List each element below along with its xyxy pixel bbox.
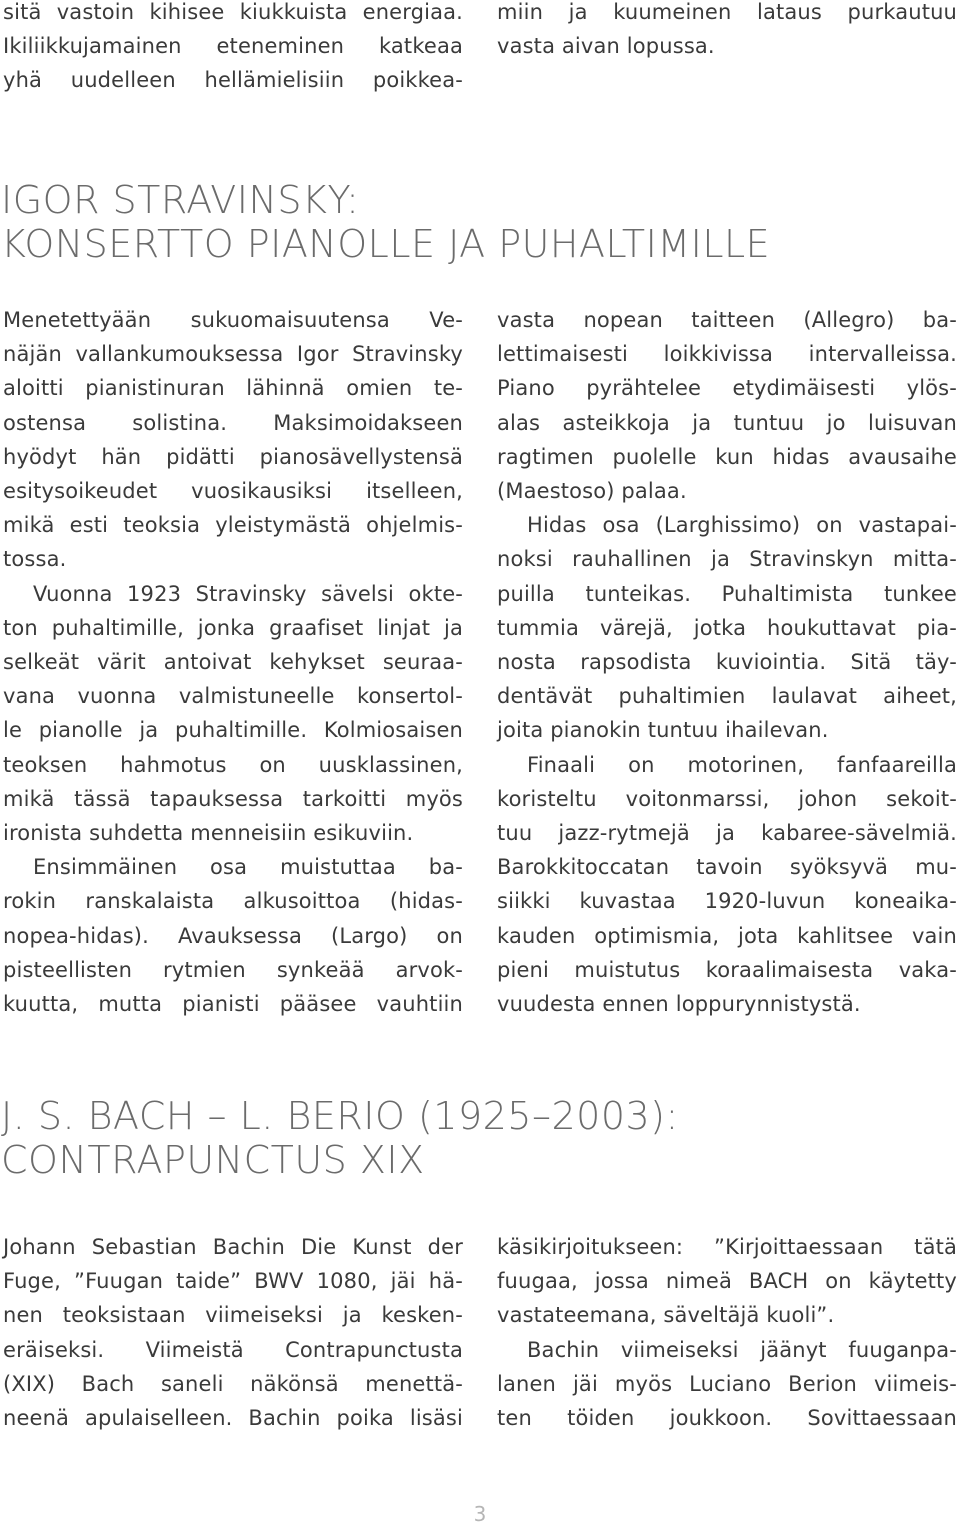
text-line: (XIX) Bach saneli näkönsä menettä- [3,1371,463,1396]
text-line: neenä apulaiselleen. Bachin poika lisäsi [3,1406,463,1431]
text-line: vuudesta ennen loppurynnistystä. [497,992,861,1017]
stravinsky-left-column [3,303,463,1021]
text-line: vastateemana, säveltäjä kuoli”. [497,1303,835,1328]
text-line: ragtimen puolelle kun hidas avausaihe [497,444,957,469]
text-line: mikä tässä tapauksessa tarkoitti myös [3,786,463,811]
text-line: nosta rapsodista kuviointia. Sitä täy- [497,650,957,675]
bach-berio-right-column [497,1230,957,1435]
page-number: 3 [473,1502,487,1526]
text-line: vana vuonna valmistuneelle konsertol- [3,684,463,709]
text-line: ironista suhdetta menneisiin esikuviin. [3,821,414,846]
text-line: kauden optimismia, jota kahlitsee vain [497,923,957,948]
text-line: Vuonna 1923 Stravinsky sävelsi okte- [33,581,463,606]
text-line: lanen jäi myös Luciano Berion viimeis- [497,1371,957,1396]
text-line: nopea-hidas). Avauksessa (Largo) on [3,923,463,948]
text-line: Bachin viimeiseksi jäänyt fuuganpa- [527,1337,957,1362]
text-line: aloitti pianistinuran lähinnä omien te- [3,376,463,401]
top-left-column [3,0,463,98]
text-line: mikä esti teoksia yleistymästä ohjelmis- [3,513,463,538]
text-line: käsikirjoitukseen: ”Kirjoittaessaan tätä [497,1235,957,1259]
text-line: yhä uudelleen hellämielisiin poikkea- [3,68,463,93]
section-heading-bach-berio [1,1094,679,1182]
text-line: vasta nopean taitteen (Allegro) ba- [497,308,957,332]
text-line: ton puhaltimille, jonka graafiset linjat ja [3,615,463,640]
bach-berio-left-column [3,1230,463,1435]
text-line: fuugaa, jossa nimeä BACH on käytetty [497,1269,957,1294]
text-line: tummia värejä, jotka houkuttavat pia- [497,615,957,640]
text-line: teoksen hahmotus on uusklassinen, [3,752,463,777]
text-line: Hidas osa (Larghissimo) on vastapai- [527,513,957,538]
text-line: (Maestoso) palaa. [497,479,687,504]
text-line: lettimaisesti loikkivissa intervalleissa. [497,342,957,367]
text-line: ostensa solistina. Maksimoidakseen [3,410,463,435]
text-line: siikki kuvastaa 1920-luvun koneaika- [497,889,957,914]
text-line: esitysoikeudet vuosikausiksi itselleen, [3,479,463,504]
text-line: sitä vastoin kihisee kiukkuista energiaa. [3,0,463,24]
text-line: ten töiden joukkoon. Sovittaessaan [497,1406,957,1431]
top-right-column [497,0,957,63]
text-line: alas asteikkoja ja tuntuu jo luisuvan [497,410,957,435]
text-line: eräiseksi. Viimeistä Contrapunctusta [3,1337,463,1362]
text-line: hyödyt hän pidätti pianosävellystensä [3,444,463,469]
text-line: kuutta, mutta pianisti pääsee vauhtiin [3,992,463,1017]
text-line: koristeltu voitonmarssi, johon sekoit- [497,786,957,811]
text-line: Finaali on motorinen, fanfaareilla [527,752,957,777]
text-line: Ikiliikkujamainen eteneminen katkeaa [3,34,463,59]
text-line: Barokkitoccatan tavoin syöksyvä mu- [497,855,957,880]
text-line: Johann Sebastian Bachin Die Kunst der [3,1235,463,1259]
heading-line: KONSERTTO PIANOLLE JA PUHALTIMILLE [1,222,771,266]
text-line: le pianolle ja puhaltimille. Kolmiosaisen [3,718,463,743]
text-line: näjän vallankumouksessa Igor Stravinsky [3,342,463,367]
text-line: tossa. [3,547,67,572]
text-line: nen teoksistaan viimeiseksi ja kesken- [3,1303,463,1328]
text-line: pisteellisten rytmien synkeää arvok- [3,957,463,982]
text-line: pieni muistutus koraalimaisesta vaka- [497,957,957,982]
text-line: puilla tunteikas. Puhaltimista tunkee [497,581,957,606]
heading-line: IGOR STRAVINSKY: [1,178,360,222]
heading-line: J. S. BACH – L. BERIO (1925–2003): [1,1094,679,1138]
section-heading-stravinsky [1,178,770,266]
text-line: dentävät puhaltimien laulavat aiheet, [497,684,957,709]
text-line: Piano pyrähtelee etydimäisesti ylös- [497,376,957,401]
text-line: vasta aivan lopussa. [497,34,715,59]
heading-line: CONTRAPUNCTUS XIX [1,1138,425,1182]
text-line: selkeät värit antoivat kehykset seuraa- [3,650,463,675]
text-line: rokin ranskalaista alkusoittoa (hidas- [3,889,463,914]
stravinsky-right-column [497,303,957,1021]
text-line: Fuge, ”Fuugan taide” BWV 1080, jäi hä- [3,1269,463,1294]
text-line: Menetettyään sukuomaisuutensa Ve- [3,308,463,332]
text-line: Ensimmäinen osa muistuttaa ba- [33,855,463,880]
text-line: miin ja kuumeinen lataus purkautuu [497,0,957,24]
text-line: joita pianokin tuntuu ihailevan. [497,718,829,743]
text-line: tuu jazz-rytmejä ja kabaree-sävelmiä. [497,821,957,846]
text-line: noksi rauhallinen ja Stravinskyn mitta- [497,547,957,572]
